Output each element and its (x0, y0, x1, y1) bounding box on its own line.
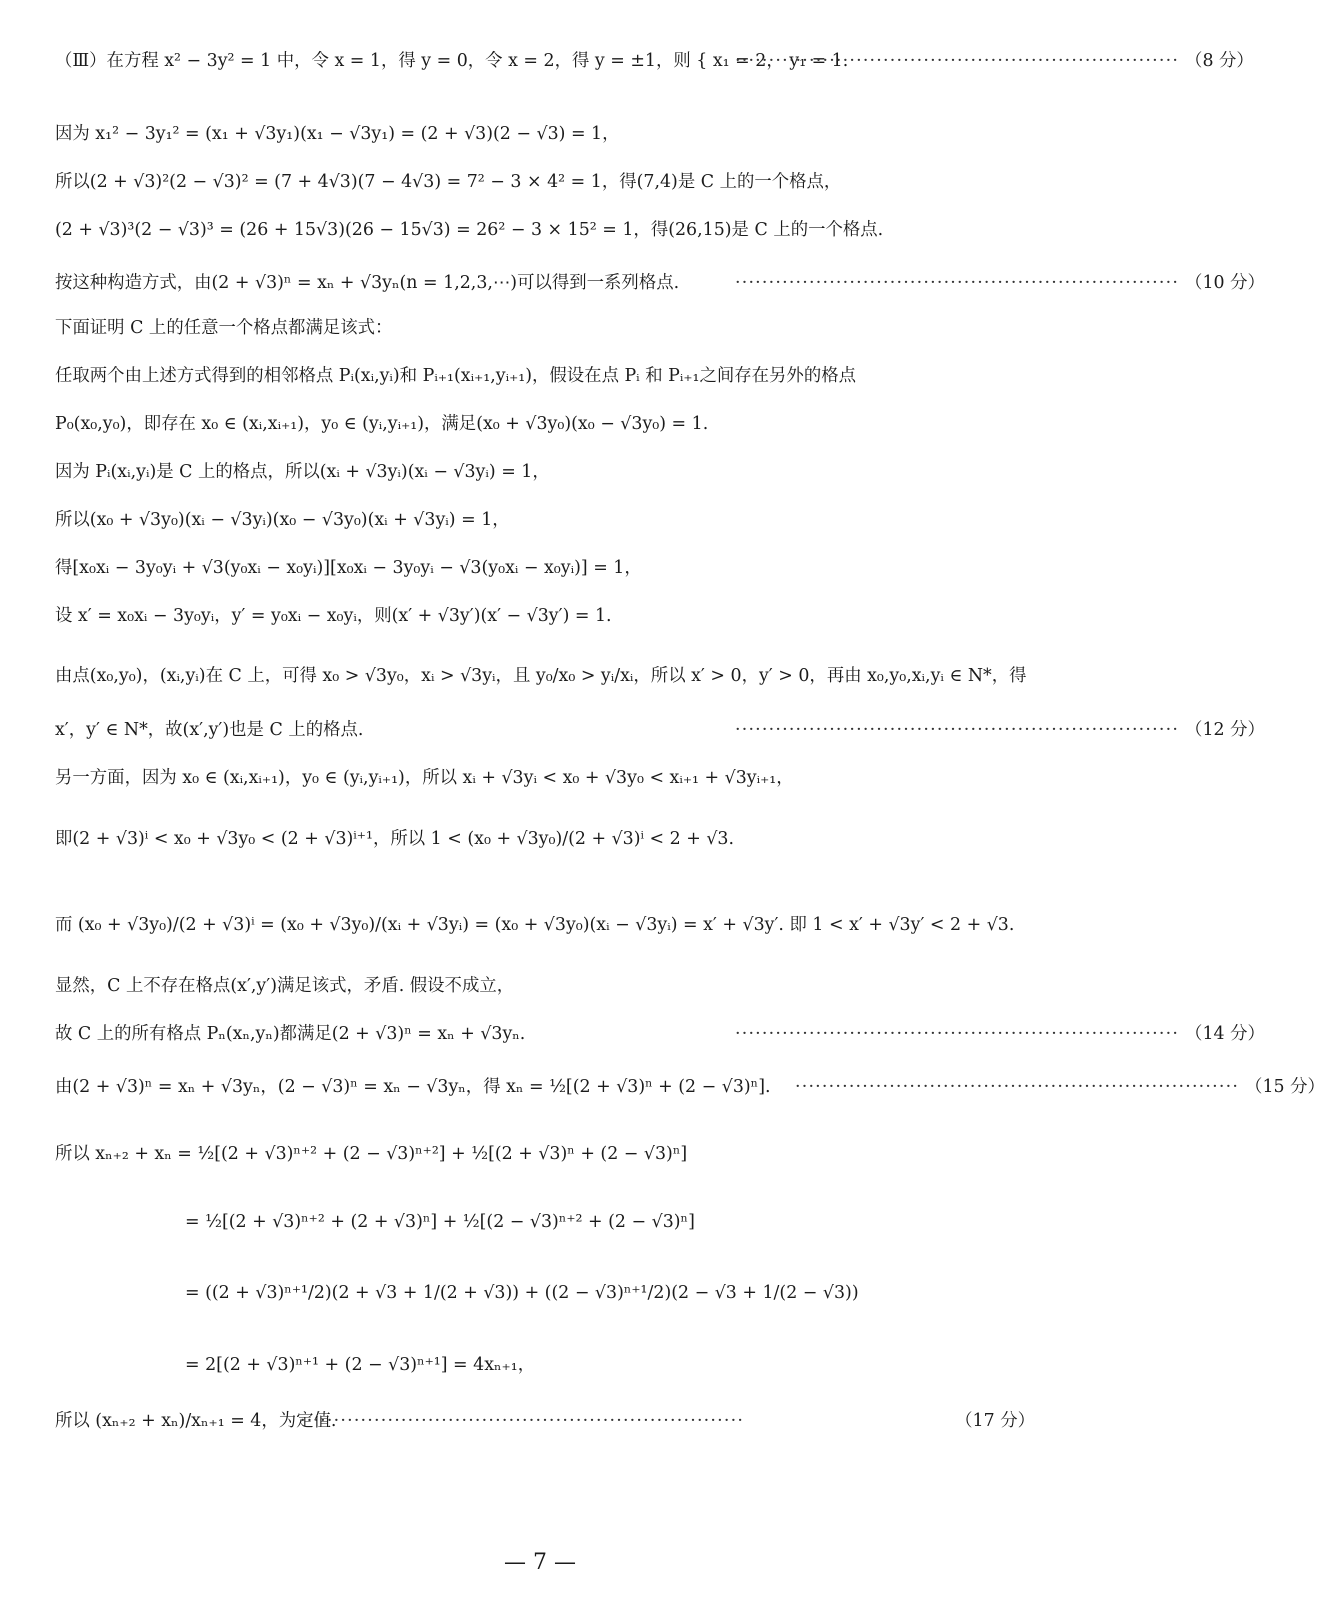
text-line: 由点(x₀,y₀)，(xᵢ,yᵢ)在 C 上，可得 x₀ > √3y₀，xᵢ > √3yᵢ，且 y₀/x₀ > yᵢ/xᵢ，所以 x′ > 0，y′ > 0，再由 x₀,y₀,xᵢ,yᵢ ∈ N*，得 (55, 666, 1027, 686)
text-line: 设 x′ = x₀xᵢ − 3y₀yᵢ，y′ = y₀xᵢ − x₀yᵢ，则(x′ + √3y′)(x′ − √3y′) = 1. (55, 606, 612, 626)
text-line: 故 C 上的所有格点 Pₙ(xₙ,yₙ)都满足(2 + √3)ⁿ = xₙ + √3yₙ. (55, 1024, 526, 1044)
text-line: 而 (x₀ + √3y₀)/(2 + √3)ⁱ = (x₀ + √3y₀)/(xᵢ + √3yᵢ) = (x₀ + √3y₀)(xᵢ − √3yᵢ) = x′ + √3y′. 即 1 < x′ + √3y′ < 2 + √3. (55, 915, 1015, 935)
text-line: 因为 x₁² − 3y₁² = (x₁ + √3y₁)(x₁ − √3y₁) = (2 + √3)(2 − √3) = 1， (55, 124, 620, 144)
score-points: （12 分） (1185, 720, 1265, 740)
leader-dots: ·································································· (735, 720, 1180, 740)
text-line: （Ⅲ）在方程 x² − 3y² = 1 中，令 x = 1，得 y = 0，令 x = 2，得 y = ±1，则 { x₁ = 2， y₁ = 1. (55, 51, 849, 71)
score-marker (735, 717, 1265, 743)
text-line: = 2[(2 + √3)ⁿ⁺¹ + (2 − √3)ⁿ⁺¹] = 4xₙ₊₁， (185, 1355, 536, 1375)
score-marker (735, 270, 1265, 296)
leader-dots: ·································································· (795, 1077, 1240, 1097)
leader-dots: ·································································· (735, 273, 1180, 293)
text-line: P₀(x₀,y₀)，即存在 x₀ ∈ (xᵢ,xᵢ₊₁)，y₀ ∈ (yᵢ,yᵢ₊₁)，满足(x₀ + √3y₀)(x₀ − √3y₀) = 1. (55, 414, 709, 434)
text-line: 显然，C 上不存在格点(x′,y′)满足该式，矛盾. 假设不成立， (55, 976, 515, 996)
score-marker (735, 1021, 1265, 1047)
score-points: （15 分） (1245, 1077, 1325, 1097)
text-line: 另一方面，因为 x₀ ∈ (xᵢ,xᵢ₊₁)，y₀ ∈ (yᵢ,yᵢ₊₁)，所以 xᵢ + √3yᵢ < x₀ + √3y₀ < xᵢ₊₁ + √3yᵢ₊₁， (55, 768, 794, 788)
text-line: 即(2 + √3)ⁱ < x₀ + √3y₀ < (2 + √3)ⁱ⁺¹，所以 1 < (x₀ + √3y₀)/(2 + √3)ⁱ < 2 + √3. (55, 829, 735, 849)
leader-dots: ·································································· (300, 1411, 745, 1431)
text-line: 所以(x₀ + √3y₀)(xᵢ − √3yᵢ)(x₀ − √3y₀)(xᵢ + √3yᵢ) = 1， (55, 510, 510, 530)
text-line: = ½[(2 + √3)ⁿ⁺² + (2 + √3)ⁿ] + ½[(2 − √3)ⁿ⁺² + (2 − √3)ⁿ] (185, 1212, 695, 1232)
text-line: 所以 (xₙ₊₂ + xₙ)/xₙ₊₁ = 4，为定值. (55, 1411, 337, 1431)
score-points: （17 分） (955, 1411, 1035, 1431)
leader-dots: ·································································· (735, 51, 1180, 71)
leader-dots: ·································································· (735, 1024, 1180, 1044)
text-line: (2 + √3)³(2 − √3)³ = (26 + 15√3)(26 − 15√3) = 26² − 3 × 15² = 1，得(26,15)是 C 上的一个格点. (55, 220, 884, 240)
text-line: 所以 xₙ₊₂ + xₙ = ½[(2 + √3)ⁿ⁺² + (2 − √3)ⁿ⁺²] + ½[(2 + √3)ⁿ + (2 − √3)ⁿ] (55, 1144, 688, 1164)
score-marker (735, 48, 1254, 74)
score-points: （14 分） (1185, 1024, 1265, 1044)
text-line: x′，y′ ∈ N*，故(x′,y′)也是 C 上的格点. (55, 720, 364, 740)
text-line: 下面证明 C 上的任意一个格点都满足该式： (55, 318, 393, 338)
text-line: 由(2 + √3)ⁿ = xₙ + √3yₙ，(2 − √3)ⁿ = xₙ − √3yₙ，得 xₙ = ½[(2 + √3)ⁿ + (2 − √3)ⁿ]. (55, 1077, 771, 1097)
text-line: 任取两个由上述方式得到的相邻格点 Pᵢ(xᵢ,yᵢ)和 Pᵢ₊₁(xᵢ₊₁,yᵢ₊₁)，假设在点 Pᵢ 和 Pᵢ₊₁之间存在另外的格点 (55, 366, 856, 386)
score-points: （10 分） (1185, 273, 1265, 293)
text-line: 所以(2 + √3)²(2 − √3)² = (7 + 4√3)(7 − 4√3) = 7² − 3 × 4² = 1，得(7,4)是 C 上的一个格点， (55, 172, 842, 192)
text-line: = ((2 + √3)ⁿ⁺¹/2)(2 + √3 + 1/(2 + √3)) + ((2 − √3)ⁿ⁺¹/2)(2 − √3 + 1/(2 − √3)) (185, 1283, 859, 1303)
score-points: （8 分） (1185, 51, 1254, 71)
text-line: 得[x₀xᵢ − 3y₀yᵢ + √3(y₀xᵢ − x₀yᵢ)][x₀xᵢ − 3y₀yᵢ − √3(y₀xᵢ − x₀yᵢ)] = 1， (55, 558, 642, 578)
score-marker (795, 1074, 1325, 1100)
text-line: 因为 Pᵢ(xᵢ,yᵢ)是 C 上的格点，所以(xᵢ + √3yᵢ)(xᵢ − √3yᵢ) = 1， (55, 462, 550, 482)
score-marker (300, 1408, 1035, 1434)
page-number: — 7 — (504, 1550, 576, 1575)
text-line: 按这种构造方式，由(2 + √3)ⁿ = xₙ + √3yₙ(n = 1,2,3,⋯)可以得到一系列格点. (55, 273, 680, 293)
